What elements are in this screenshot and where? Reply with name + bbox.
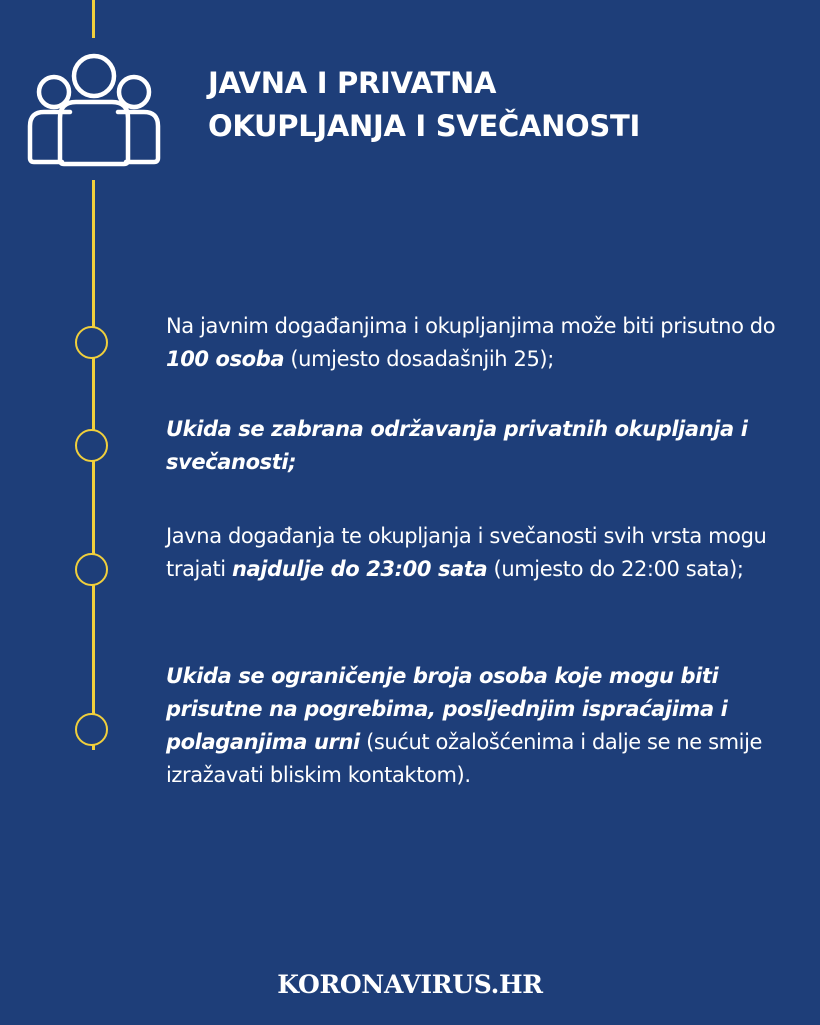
person-left-body-icon [30, 112, 70, 162]
person-right-head-icon [119, 77, 149, 107]
list-item-3 [166, 520, 796, 586]
list-item-4-text-2: (sućut ožalošćenima i dalje se ne smije izražavati bliskim kontaktom). [166, 730, 763, 787]
list-item-3-text-1: Javna događanja te okupljanja i svečanosti svih vrsta mogu trajati [166, 524, 767, 581]
page-title-line-1: JAVNA I PRIVATNA [208, 66, 497, 100]
list-item-1-text-1: Na javnim događanjima i okupljanjima može biti prisutno do [166, 314, 776, 338]
list-item-4-text-1: Ukida se ograničenje broja osoba koje mogu biti prisutne na pogrebima, posljednjim ispraćajima i polaganjima urni [166, 664, 728, 754]
person-left-head-icon [39, 77, 69, 107]
timeline-circle-3 [75, 553, 108, 586]
timeline-circle-4 [75, 713, 108, 746]
list-item-2 [166, 413, 796, 479]
timeline-line-top [92, 0, 95, 38]
list-item-3-text-3: (umjesto do 22:00 sata); [487, 557, 744, 581]
page-title-line-2: OKUPLJANJA I SVEČANOSTI [208, 109, 640, 143]
person-center-head-icon [74, 56, 114, 96]
list-item-1-text-3: (umjesto dosadašnjih 25); [284, 347, 554, 371]
list-item-3-text-2: najdulje do 23:00 sata [231, 557, 488, 581]
list-item-4 [166, 660, 796, 792]
timeline-circle-2 [75, 429, 108, 462]
page-title [208, 62, 788, 148]
footer-site-name: KORONAVIRUS.HR [277, 970, 543, 999]
person-right-body-icon [118, 112, 158, 162]
timeline-circle-1 [75, 326, 108, 359]
timeline-line-main [92, 180, 95, 750]
list-item-1 [166, 310, 796, 376]
people-group-icon [26, 52, 162, 168]
list-item-2-text-1: Ukida se zabrana održavanja privatnih okupljanja i svečanosti; [166, 417, 748, 474]
list-item-1-text-2: 100 osoba [166, 347, 285, 371]
